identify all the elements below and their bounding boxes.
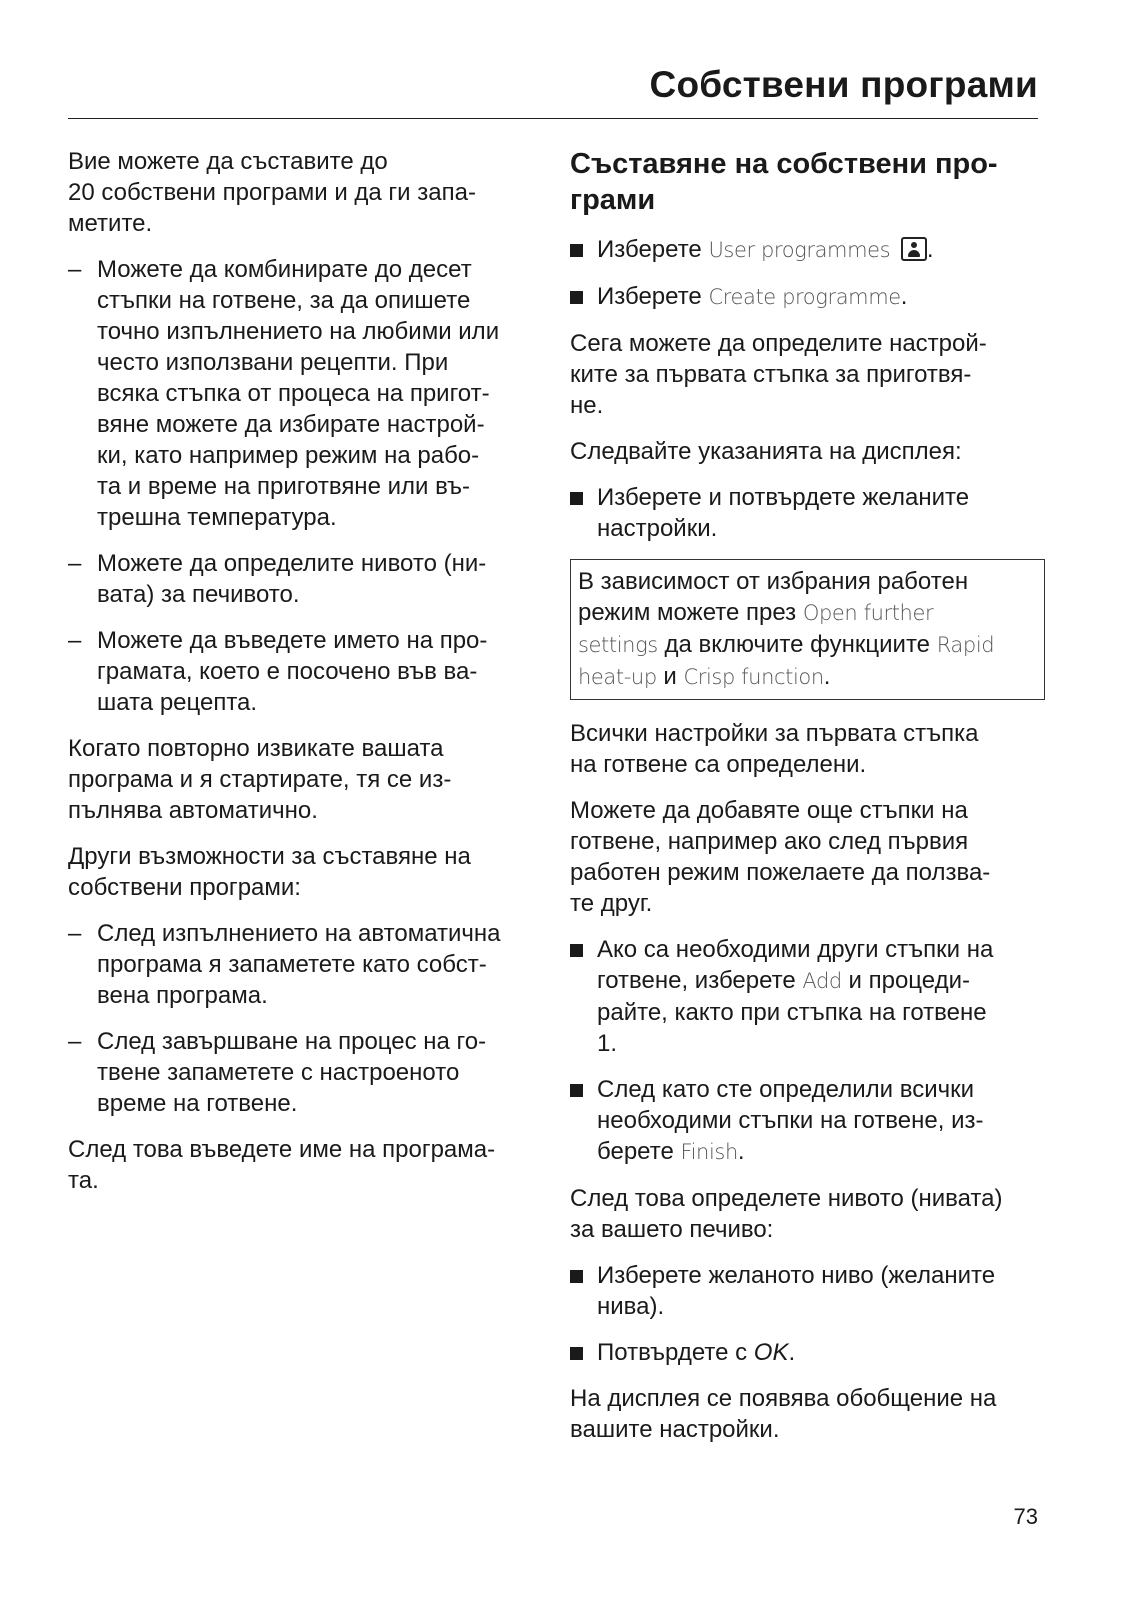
add-steps-paragraph: Можете да добавяте още стъпки на готвене, например ако след първия работен режим пожелаете да ползва- те друг. bbox=[570, 797, 991, 917]
dash-list-item: – След завършване на процес на го- твене запаметете с настроеното време на готвене. bbox=[68, 1028, 487, 1117]
page-title: Собствени програми bbox=[649, 64, 1038, 105]
bullet-item-confirm-ok: Потвърдете с OK. bbox=[570, 1337, 1045, 1368]
bullet-square-icon bbox=[570, 492, 583, 505]
dash-marker: – bbox=[68, 627, 82, 654]
intro-paragraph: Вие можете да съставите до 20 собствени програми и да ги запа- метите. bbox=[68, 148, 476, 237]
ui-term-rapid-heat-up: Rapid bbox=[936, 633, 995, 657]
bullet-item-user-programmes: Изберете User programmes . bbox=[570, 234, 1045, 266]
bullet-square-icon bbox=[570, 244, 583, 257]
bullet-item-select-level: Изберете желаното ниво (желаните нива). bbox=[570, 1260, 1045, 1322]
settings-paragraph: Сега можете да определите настрой- ките за първата стъпка за приготвя- не. bbox=[570, 330, 987, 419]
dash-marker: – bbox=[68, 1028, 82, 1055]
bullet-item-create-programme: Изберете Create programme. bbox=[570, 281, 1045, 313]
options-paragraph: Други възможности за съставяне на собствени програми: bbox=[68, 843, 471, 901]
bullet-item-add: Ако са необходими други стъпки на готвене, изберете Add и процеди- райте, както при стъпка на готвене 1. bbox=[570, 934, 1045, 1059]
page-number: 73 bbox=[1013, 1504, 1038, 1529]
level-paragraph: След това определете нивото (нивата) за вашето печиво: bbox=[570, 1185, 1003, 1243]
dash-marker: – bbox=[68, 920, 82, 947]
first-step-done-paragraph: Всички настройки за първата стъпка на готвене са определени. bbox=[570, 720, 979, 778]
ok-term: OK bbox=[753, 1339, 789, 1366]
ui-term-user-programmes: User programmes bbox=[708, 238, 891, 262]
bullet-square-icon bbox=[570, 1270, 583, 1283]
dash-marker: – bbox=[68, 256, 82, 283]
page-header bbox=[68, 64, 1038, 119]
right-column bbox=[570, 146, 1045, 1460]
ui-term-create-programme: Create programme bbox=[708, 285, 901, 309]
bullet-square-icon bbox=[570, 291, 583, 304]
bullet-square-icon bbox=[570, 1347, 583, 1360]
left-column bbox=[68, 146, 543, 1211]
ui-term-add: Add bbox=[802, 969, 842, 993]
dash-marker: – bbox=[68, 550, 82, 577]
follow-display-paragraph: Следвайте указанията на дисплея: bbox=[570, 438, 962, 465]
dash-list-item: – Можете да определите нивото (ни- вата) за печивото. bbox=[68, 550, 487, 608]
bullet-item-confirm-settings: Изберете и потвърдете желаните настройки. bbox=[570, 482, 1045, 544]
ui-term-open-further-settings: Open further bbox=[802, 601, 934, 625]
bullet-square-icon bbox=[570, 1084, 583, 1097]
dash-list-item: – Можете да въведете името на про- грамата, което е посочено във ва- шата рецепта. bbox=[68, 627, 488, 716]
recall-paragraph: Когато повторно извикате вашата програма и я стартирате, тя се из- пълнява автоматично. bbox=[68, 735, 452, 824]
name-paragraph: След това въведете име на програма- та. bbox=[68, 1136, 496, 1194]
bullet-square-icon bbox=[570, 944, 583, 957]
ui-term-crisp-function: Crisp function bbox=[683, 665, 824, 689]
bullet-item-finish: След като сте определили всички необходими стъпки на готвене, из- берете Finish. bbox=[570, 1074, 1045, 1168]
dash-list-item: – Можете да комбинирате до десет стъпки на готвене, за да опишете точно изпълнението на любими или често използвани рецепти. При всяка стъпка от процеса на пригот- вяне можете да избирате настрой- ки, като например режим на рабо- та и време на приготвяне или въ- трешна температура. bbox=[68, 256, 500, 531]
note-box: В зависимост от избрания работен режим можете през Open further settings да включите функциите Rapid heat-up и Crisp function. bbox=[570, 559, 1045, 700]
summary-paragraph: На дисплея се появява обобщение на вашите настройки. bbox=[570, 1385, 997, 1443]
dash-list-item: – След изпълнението на автоматична програма я запаметете като собст- вена програма. bbox=[68, 920, 501, 1009]
section-title: Съставяне на собствени про- грами bbox=[570, 148, 998, 216]
ui-term-finish: Finish bbox=[680, 1140, 738, 1164]
user-programmes-icon bbox=[901, 237, 927, 261]
